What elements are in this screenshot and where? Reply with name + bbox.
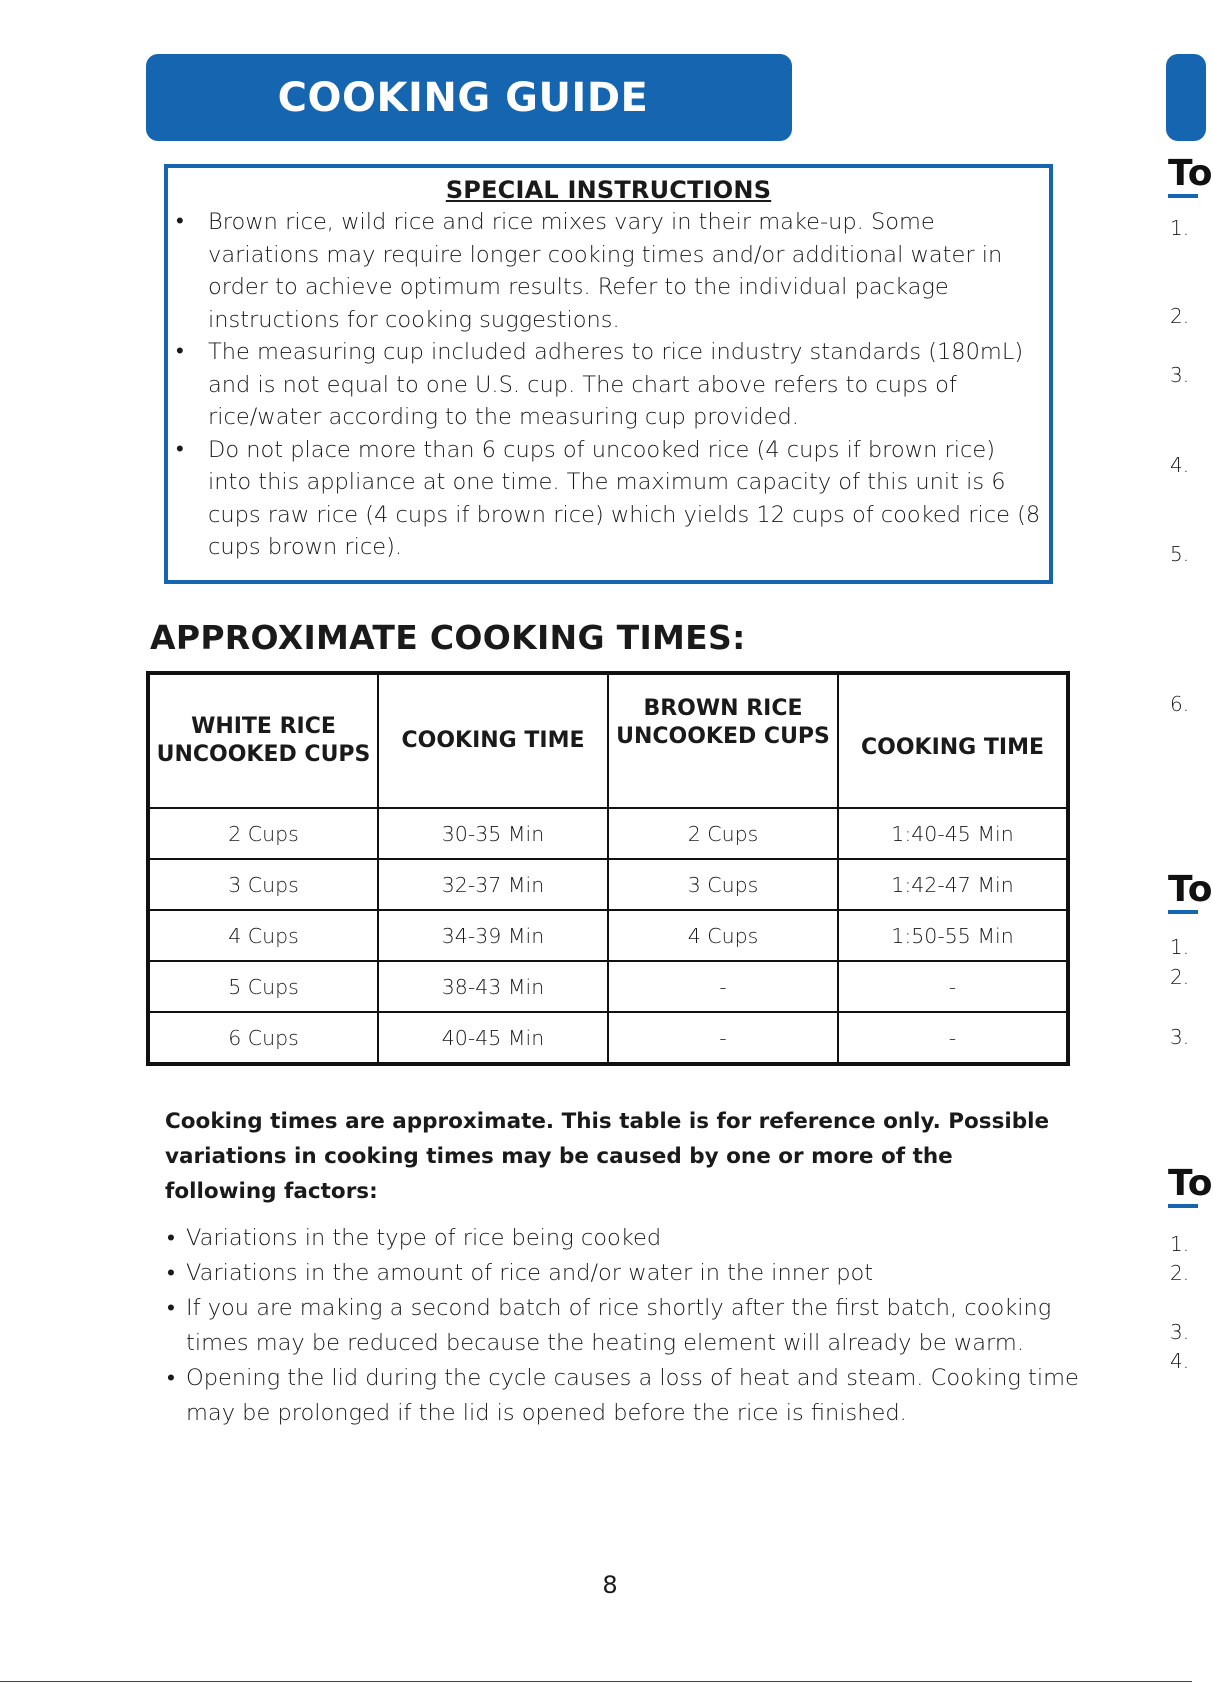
facing-page-number: 3. <box>1170 363 1190 387</box>
facing-page-number: 3. <box>1170 1320 1190 1344</box>
table-cell: 6 Cups <box>148 1012 378 1064</box>
table-cell: - <box>608 961 838 1012</box>
cooking-times-note: Cooking times are approximate. This table is for reference only. Possible variations in cooking times may be caused by one or more of the following factors: <box>165 1109 1050 1204</box>
table-cell: 3 Cups <box>608 859 838 910</box>
table-cell: 34-39 Min <box>378 910 608 961</box>
table-cell: 38-43 Min <box>378 961 608 1012</box>
facing-page-number: 1. <box>1170 1232 1190 1256</box>
facing-page-number: 2. <box>1170 965 1190 989</box>
facing-page-number: 1. <box>1170 935 1190 959</box>
facing-page-number: 2. <box>1170 1261 1190 1285</box>
cooking-times-table <box>146 671 1070 1066</box>
header-white-cooking-time <box>378 673 608 808</box>
page-title: COOKING GUIDE <box>277 74 649 121</box>
table-cell: 30-35 Min <box>378 808 608 859</box>
header-line: UNCOOKED CUPS <box>616 724 830 749</box>
special-instruction-item: • Brown rice, wild rice and rice mixes vary in their make-up. Some variations may require longer cooking times and/or additional water in order to achieve optimum results. Refer to the individual package instructions for cooking suggestions. <box>168 206 1049 336</box>
factors-list <box>165 1221 1085 1431</box>
table-row <box>148 859 1068 910</box>
factor-item: • Opening the lid during the cycle causes a loss of heat and steam. Cooking time may be prolonged if the lid is opened before the rice is finished. <box>165 1361 1085 1431</box>
header-brown-rice-cups <box>608 673 838 808</box>
header-line: BROWN RICE <box>643 696 803 721</box>
bottom-rule <box>0 1681 1192 1682</box>
table-cell: - <box>838 1012 1068 1064</box>
table-cell: 4 Cups <box>148 910 378 961</box>
header-line: UNCOOKED CUPS <box>156 742 371 767</box>
facing-page-number: 6. <box>1170 692 1190 716</box>
table-cell: 1:40-45 Min <box>838 808 1068 859</box>
factor-item: • Variations in the type of rice being cooked <box>165 1221 1085 1256</box>
header-line: COOKING TIME <box>401 728 585 753</box>
facing-page-number: 4. <box>1170 1349 1190 1373</box>
cooking-times-heading: APPROXIMATE COOKING TIMES: <box>150 618 746 657</box>
special-instructions-box <box>164 164 1053 584</box>
factor-item: • Variations in the amount of rice and/or water in the inner pot <box>165 1256 1085 1291</box>
special-instruction-item: • Do not place more than 6 cups of uncooked rice (4 cups if brown rice) into this appliance at one time. The maximum capacity of this unit is 6 cups raw rice (4 cups if brown rice) which yields 12 cups of cooked rice (8 cups brown rice). <box>168 434 1049 564</box>
facing-page-heading: To <box>1168 870 1198 914</box>
section-banner <box>146 54 792 141</box>
header-line: WHITE RICE <box>191 714 336 739</box>
facing-page-banner <box>1166 54 1206 141</box>
table-header-row <box>148 673 1068 808</box>
table-row <box>148 808 1068 859</box>
header-brown-cooking-time <box>838 673 1068 808</box>
table-cell: 5 Cups <box>148 961 378 1012</box>
table-cell: 1:50-55 Min <box>838 910 1068 961</box>
table-cell: - <box>608 1012 838 1064</box>
facing-page-heading: To <box>1168 154 1198 198</box>
table-cell: 3 Cups <box>148 859 378 910</box>
table-cell: 32-37 Min <box>378 859 608 910</box>
header-line: COOKING TIME <box>860 735 1045 760</box>
page-number: 8 <box>602 1571 618 1599</box>
table-cell: 2 Cups <box>148 808 378 859</box>
facing-page-number: 3. <box>1170 1025 1190 1049</box>
factor-item: • If you are making a second batch of rice shortly after the first batch, cooking times may be reduced because the heating element will already be warm. <box>165 1291 1085 1361</box>
special-instructions-list <box>168 206 1049 564</box>
table-cell: 4 Cups <box>608 910 838 961</box>
table-cell: - <box>838 961 1068 1012</box>
table-row <box>148 1012 1068 1064</box>
facing-page-number: 5. <box>1170 542 1190 566</box>
special-instruction-item: • The measuring cup included adheres to rice industry standards (180mL) and is not equal to one U.S. cup. The chart above refers to cups of rice/water according to the measuring cup provided. <box>168 336 1049 434</box>
table-cell: 40-45 Min <box>378 1012 608 1064</box>
special-instructions-title: SPECIAL INSTRUCTIONS <box>445 176 772 204</box>
facing-page-number: 4. <box>1170 453 1190 477</box>
table-row <box>148 961 1068 1012</box>
facing-page-number: 1. <box>1170 216 1190 240</box>
facing-page-heading: To <box>1168 1164 1198 1208</box>
facing-page-number: 2. <box>1170 304 1190 328</box>
table-cell: 1:42-47 Min <box>838 859 1068 910</box>
table-row <box>148 910 1068 961</box>
table-cell: 2 Cups <box>608 808 838 859</box>
header-white-rice-cups <box>148 673 378 808</box>
